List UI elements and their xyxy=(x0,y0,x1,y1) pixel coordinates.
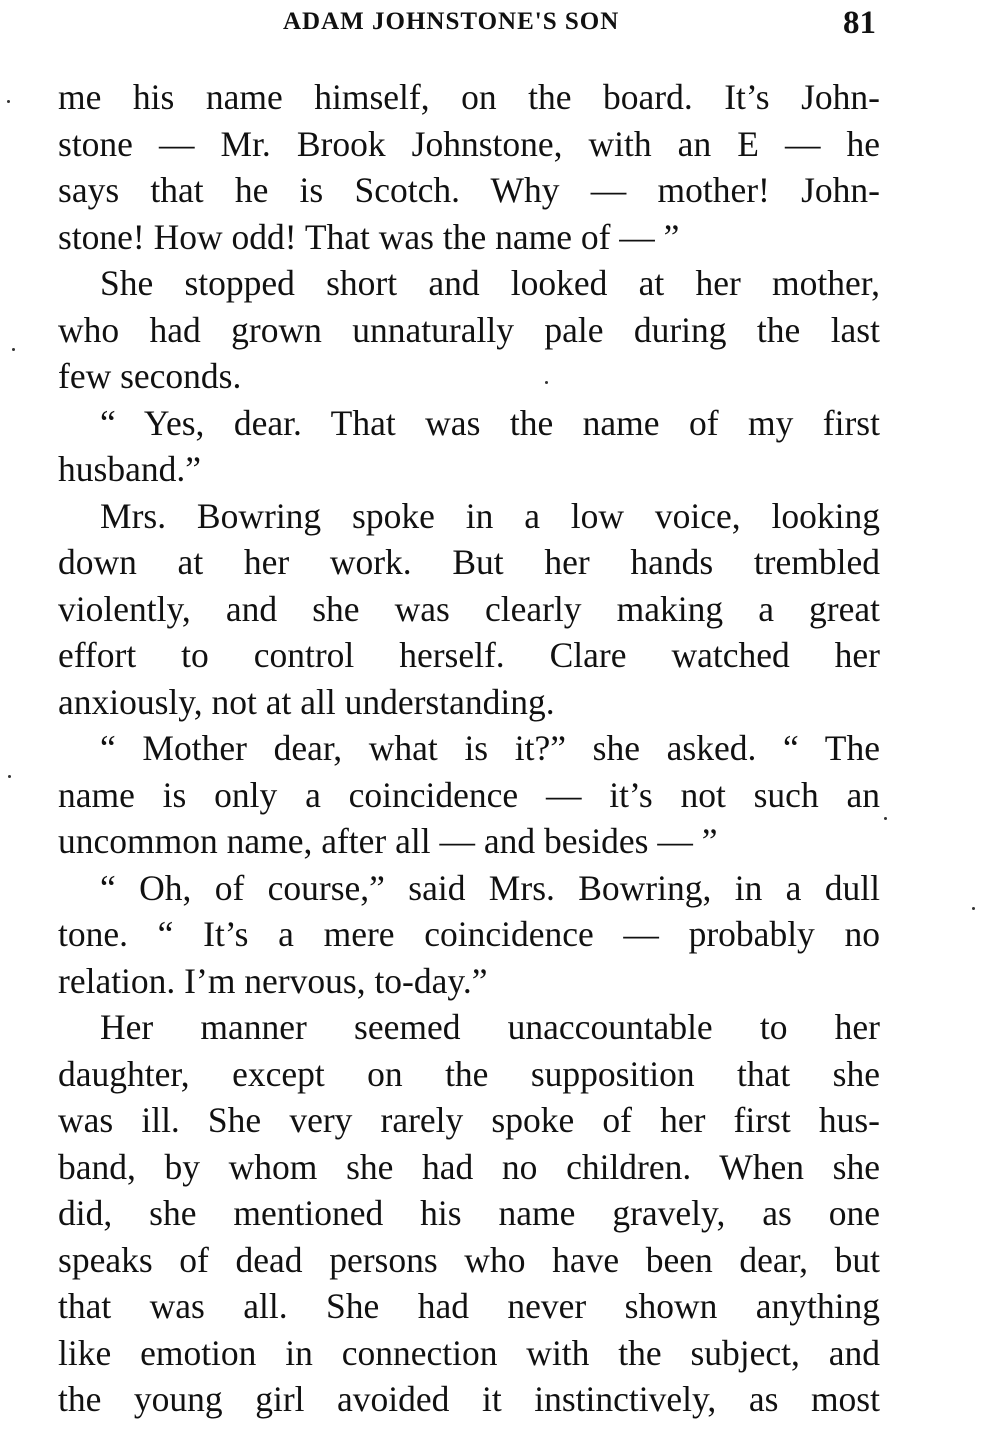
text-line: daughter, except on the supposition that she xyxy=(58,1053,880,1094)
text-line: says that he is Scotch. Why — mother! John- xyxy=(58,170,880,210)
text-line: violently, and she was clearly making a great xyxy=(58,588,880,629)
text-line: She stopped short and looked at her mother, xyxy=(100,263,880,303)
text-line: stone — Mr. Brook Johnstone, with an E — he xyxy=(58,123,880,164)
page-number: 81 xyxy=(843,5,876,41)
body-text xyxy=(58,74,880,1423)
scan-speck xyxy=(8,775,11,778)
text-line: “ Yes, dear. That was the name of my first xyxy=(100,402,880,443)
scan-speck xyxy=(972,907,975,910)
text-line: down at her work. But her hands trembled xyxy=(58,542,880,582)
text-line: Mrs. Bowring spoke in a low voice, looking xyxy=(100,495,880,536)
text-line: Her manner seemed unaccountable to her xyxy=(100,1007,880,1047)
scan-speck xyxy=(12,348,15,351)
text-line: was ill. She very rarely spoke of her first hus- xyxy=(58,1100,880,1140)
running-head xyxy=(0,2,1000,42)
text-line: did, she mentioned his name gravely, as one xyxy=(58,1193,880,1233)
text-line: husband.” xyxy=(58,449,201,489)
text-line: me his name himself, on the board. It’s John- xyxy=(58,77,880,117)
text-line: who had grown unnaturally pale during the last xyxy=(58,309,880,350)
text-line: “ Oh, of course,” said Mrs. Bowring, in a dull xyxy=(100,867,880,908)
text-line: anxiously, not at all understanding. xyxy=(58,681,555,722)
text-line: few seconds. xyxy=(58,356,242,396)
text-line: band, by whom she had no children. When she xyxy=(58,1146,880,1187)
text-line: effort to control herself. Clare watched her xyxy=(58,635,880,675)
text-line: uncommon name, after all — and besides — ” xyxy=(58,821,718,861)
running-title: ADAM JOHNSTONE'S SON xyxy=(283,8,620,35)
text-line: that was all. She had never shown anything xyxy=(58,1286,880,1326)
scan-speck xyxy=(884,817,887,820)
text-line: like emotion in connection with the subject, and xyxy=(58,1332,880,1373)
text-line: stone! How odd! That was the name of — ” xyxy=(58,216,680,257)
text-line: the young girl avoided it instinctively, as most xyxy=(58,1379,880,1419)
scan-speck xyxy=(545,381,548,384)
text-line: relation. I’m nervous, to-day.” xyxy=(58,960,488,1001)
text-line: speaks of dead persons who have been dear, but xyxy=(58,1239,880,1280)
text-line: “ Mother dear, what is it?” she asked. “ The xyxy=(100,728,880,768)
text-line: tone. “ It’s a mere coincidence — probably no xyxy=(58,914,880,954)
text-line: name is only a coincidence — it’s not such an xyxy=(58,774,880,815)
scan-speck xyxy=(7,100,10,103)
